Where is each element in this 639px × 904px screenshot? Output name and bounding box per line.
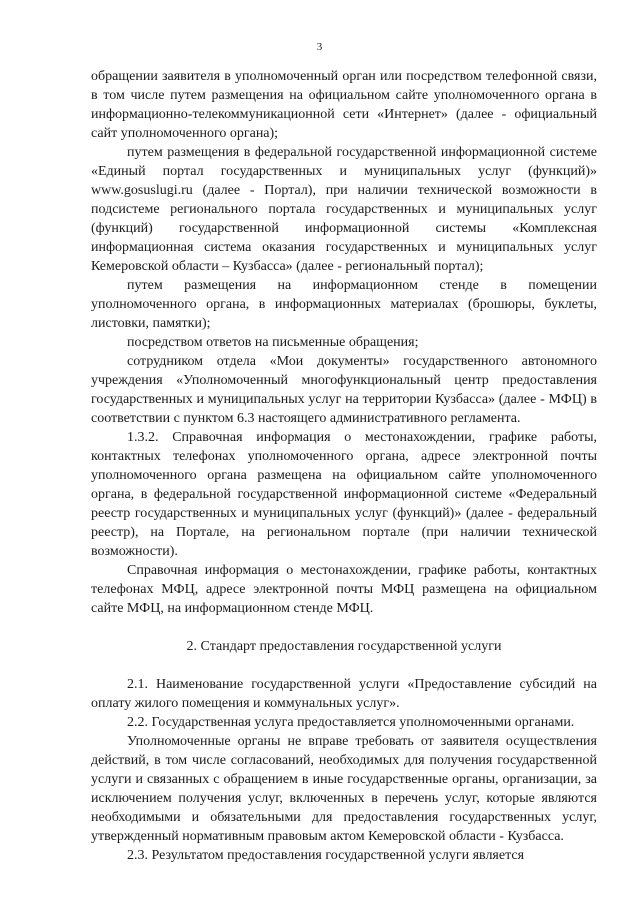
section-heading: 2. Стандарт предоставления государственной услуги [186,639,502,654]
paragraph: обращении заявителя в уполномоченный орган или посредством телефонной связи, в том числе путем размещения на официальном сайте уполномоченного органа в информационно-телекоммуникационной сети «Интернет» (далее - официальный сайт уполномоченного органа); [91,69,597,141]
page-number: 3 [316,41,323,53]
paragraph: 1.3.2. Справочная информация о местонахождении, графике работы, контактных телефонах уполномоченного органа, адресе электронной почты уполномоченного органа размещена на официальном сайте уполномоченного органа, в федеральной государственной информационной системе «Федеральный реестр государственных и муниципальных услуг (функций)» (далее - федеральный реестр), на Портале, на региональном портале (при наличии технической возможности). [91,430,597,559]
paragraph: 2.3. Результатом предоставления государственной услуги является [127,848,525,863]
paragraph: 2.2. Государственная услуга предоставляется уполномоченными органами. [127,715,575,730]
document-body [91,67,597,865]
paragraph: путем размещения на информационном стенде в помещении уполномоченного органа, в информационных материалах (брошюры, буклеты, листовки, памятки); [91,278,597,331]
paragraph: путем размещения в федеральной государственной информационной системе «Единый портал государственных и муниципальных услуг (функций)» www.gosuslugi.ru (далее - Портал), при наличии технической возможности в подсистеме регионального портала государственных и муниципальных услуг (функций) государственной информационной системы «Комплексная информационная система оказания государственных и муниципальных услуг Кемеровской области – Кузбасса» (далее - региональный портал); [91,145,597,274]
paragraph: Справочная информация о местонахождении, графике работы, контактных телефонах МФЦ, адресе электронной почты МФЦ размещена на официальном сайте МФЦ, на информационном стенде МФЦ. [91,563,597,616]
paragraph: 2.1. Наименование государственной услуги «Предоставление субсидий на оплату жилого помещения и коммунальных услуг». [91,677,597,711]
paragraph: посредством ответов на письменные обращения; [127,335,419,350]
paragraph: Уполномоченные органы не вправе требовать от заявителя осуществления действий, в том числе согласований, необходимых для получения государственной услуги и связанных с обращением в иные государственные органы, организации, за исключением получения услуг, включенных в перечень услуг, которые являются необходимыми и обязательными для предоставления государственных услуг, утвержденный нормативным правовым актом Кемеровской области - Кузбасса. [91,734,597,844]
paragraph: сотрудником отдела «Мои документы» государственного автономного учреждения «Уполномоченный многофункциональный центр предоставления государственных и муниципальных услуг на территории Кузбасса» (далее - МФЦ) в соответствии с пунктом 6.3 настоящего административного регламента. [91,354,597,426]
